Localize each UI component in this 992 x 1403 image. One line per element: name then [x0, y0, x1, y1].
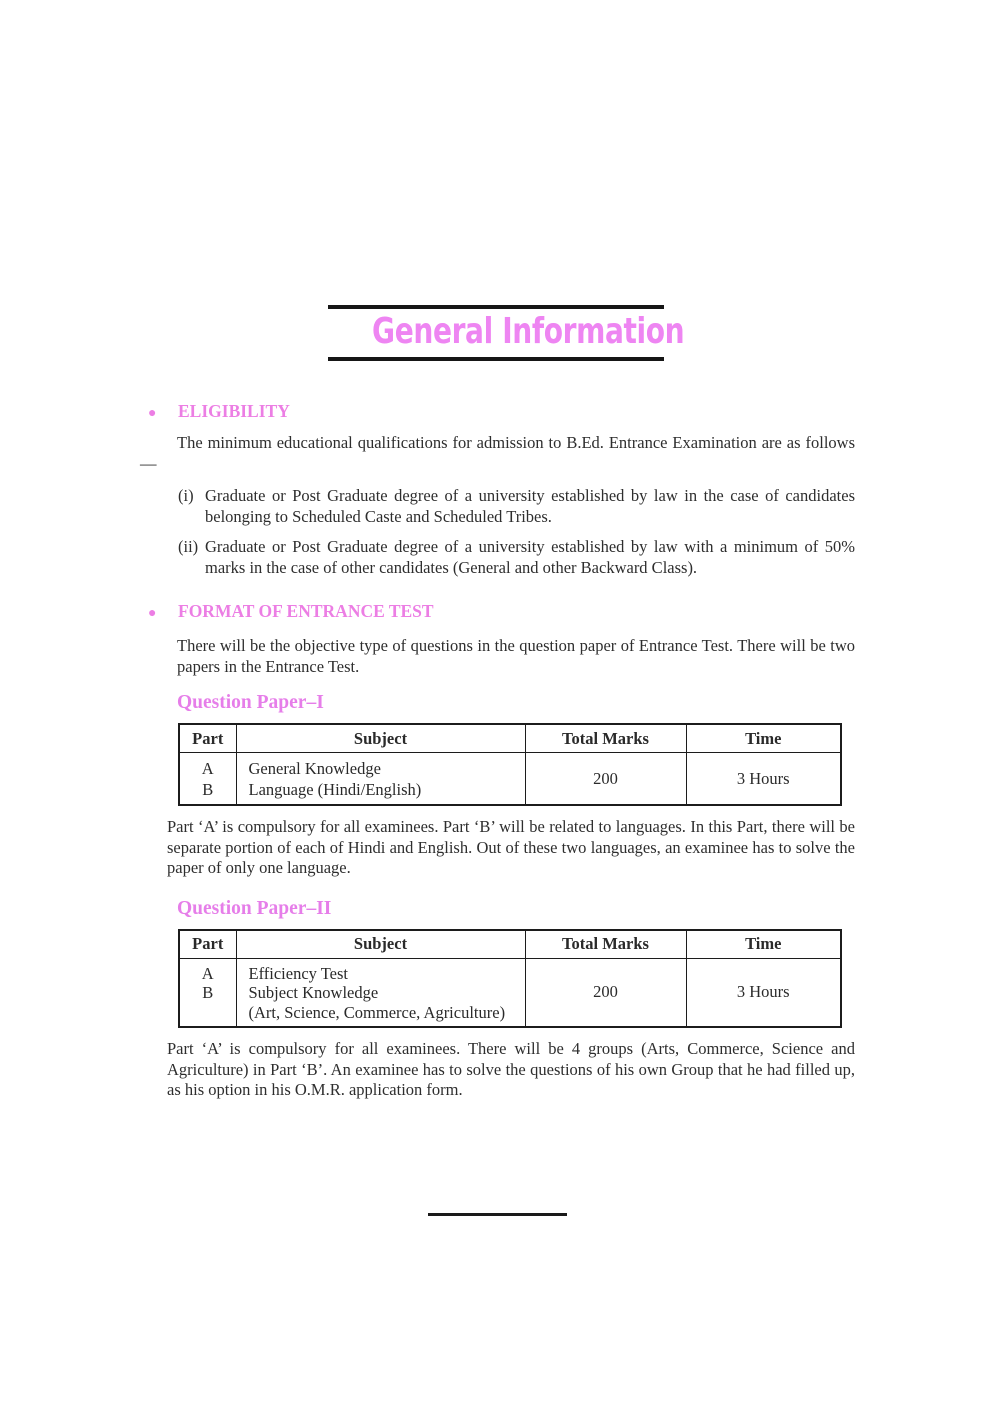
part-letter: A	[201, 759, 214, 778]
question-paper-2-heading: Question Paper–II	[177, 897, 332, 919]
list-item	[140, 485, 855, 527]
title-rules	[328, 305, 685, 361]
table-header-time: Time	[686, 930, 841, 959]
title-banner	[0, 305, 992, 361]
table-header-subject: Subject	[236, 724, 525, 753]
bullet-icon: ●	[148, 606, 157, 621]
subject-cell	[236, 958, 525, 1027]
subject-cell	[236, 753, 525, 806]
table-header-row	[179, 724, 841, 753]
question-paper-2-note: Part ‘A’ is compulsory for all examinees. There will be 4 groups (Arts, Commerce, Science and Agriculture) in Part ‘B’. An examinee has to solve the questions of his own Group that he had filled up, as his option in his O.M.R. application form.	[167, 1039, 855, 1099]
list-item-text: Graduate or Post Graduate degree of a university established by law in the case of candidates belonging to Scheduled Caste and Scheduled Tribes.	[205, 486, 855, 526]
list-item	[140, 536, 855, 578]
table-header-part: Part	[179, 724, 236, 753]
table-header-time: Time	[686, 724, 841, 753]
time-cell: 3 Hours	[686, 753, 841, 806]
eligibility-heading-label: ELIGIBILITY	[178, 401, 290, 421]
question-paper-2-table	[178, 929, 842, 1029]
list-item-marker: (ii)	[178, 537, 199, 556]
part-cell	[179, 958, 236, 1027]
total-marks-cell: 200	[525, 958, 686, 1027]
end-rule-divider	[428, 1213, 567, 1216]
part-letter: A	[201, 963, 214, 983]
table-row	[179, 958, 841, 1027]
eligibility-intro-paragraph: The minimum educational qualifications for admission to B.Ed. Entrance Examination are as follows—	[140, 433, 855, 473]
subject-line: Efficiency Test	[248, 963, 348, 983]
question-paper-1-heading: Question Paper–I	[177, 692, 324, 713]
table-header-subject: Subject	[236, 930, 525, 959]
question-paper-1-table	[178, 723, 842, 806]
subject-line: Language (Hindi/English)	[248, 780, 422, 799]
total-marks-cell: 200	[525, 753, 686, 806]
table-header-total-marks: Total Marks	[525, 930, 686, 959]
list-item-text: Graduate or Post Graduate degree of a university established by law with a minimum of 50% marks in the case of other candidates (General and other Backward Class).	[205, 537, 855, 577]
table-header-row	[179, 930, 841, 959]
format-intro-paragraph: There will be the objective type of questions in the question paper of Entrance Test. There will be two papers in the Entrance Test.	[177, 636, 855, 676]
question-paper-1-note: Part ‘A’ is compulsory for all examinees. Part ‘B’ will be related to languages. In this Part, there will be separate portion of each of Hindi and English. Out of these two languages, an examinee has to solve the paper of only one language.	[167, 817, 855, 877]
time-cell: 3 Hours	[686, 958, 841, 1027]
subject-line: General Knowledge	[248, 759, 381, 778]
page-title: General Information	[372, 311, 685, 352]
list-item-marker: (i)	[178, 486, 194, 505]
part-letter: B	[202, 780, 214, 799]
table-row	[179, 753, 841, 806]
subject-line: (Art, Science, Commerce, Agriculture)	[248, 1002, 506, 1022]
part-cell	[179, 753, 236, 806]
section-heading-format	[140, 602, 855, 623]
section-heading-eligibility	[140, 402, 855, 423]
part-letter: B	[202, 983, 214, 1002]
table-header-part: Part	[179, 930, 236, 959]
eligibility-list	[140, 485, 855, 578]
table-header-total-marks: Total Marks	[525, 724, 686, 753]
subject-line: Subject Knowledge	[248, 983, 379, 1002]
format-heading-label: FORMAT OF ENTRANCE TEST	[178, 601, 434, 621]
content-column	[140, 402, 855, 1216]
bullet-icon: ●	[148, 406, 157, 421]
